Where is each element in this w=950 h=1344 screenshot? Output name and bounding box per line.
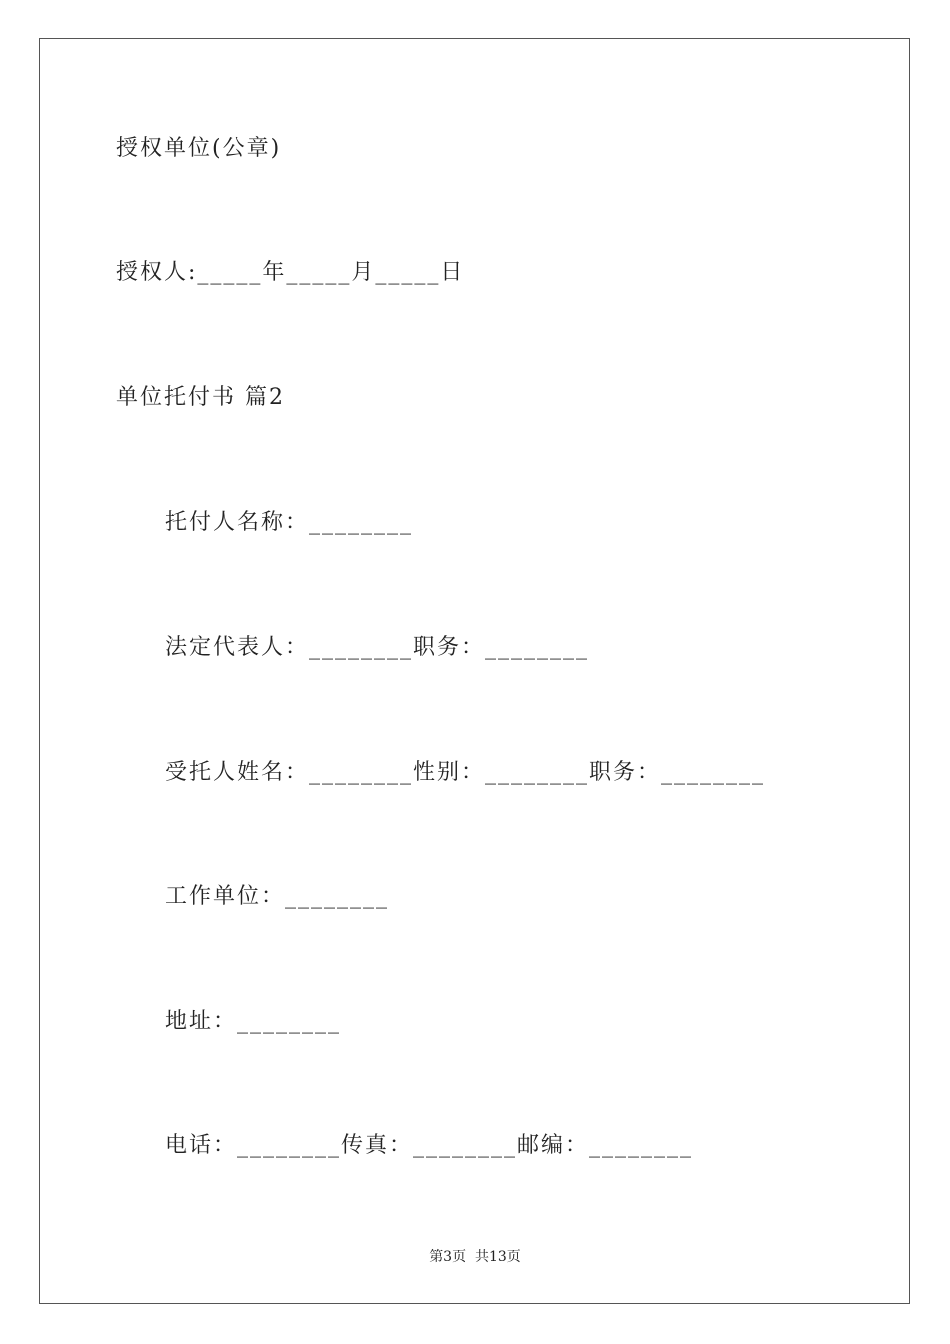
work-unit-field: 工作单位：________ [165,884,390,909]
page-number-footer: 第3页 共13页 [429,1249,521,1265]
page-border [39,38,910,1304]
agent-info-field: 受托人姓名：________性别：________职务：________ [165,760,766,785]
legal-representative-field: 法定代表人：________职务：________ [165,635,590,660]
address-field: 地址：________ [165,1009,342,1034]
authorizer-date-line: 授权人:_____年_____月_____日 [116,260,465,285]
principal-name-field: 托付人名称：________ [165,510,414,535]
section-heading: 单位托付书 篇2 [116,385,285,410]
authorizing-unit-seal-line: 授权单位(公章) [116,136,282,161]
contact-field: 电话：________传真：________邮编：________ [165,1133,694,1158]
